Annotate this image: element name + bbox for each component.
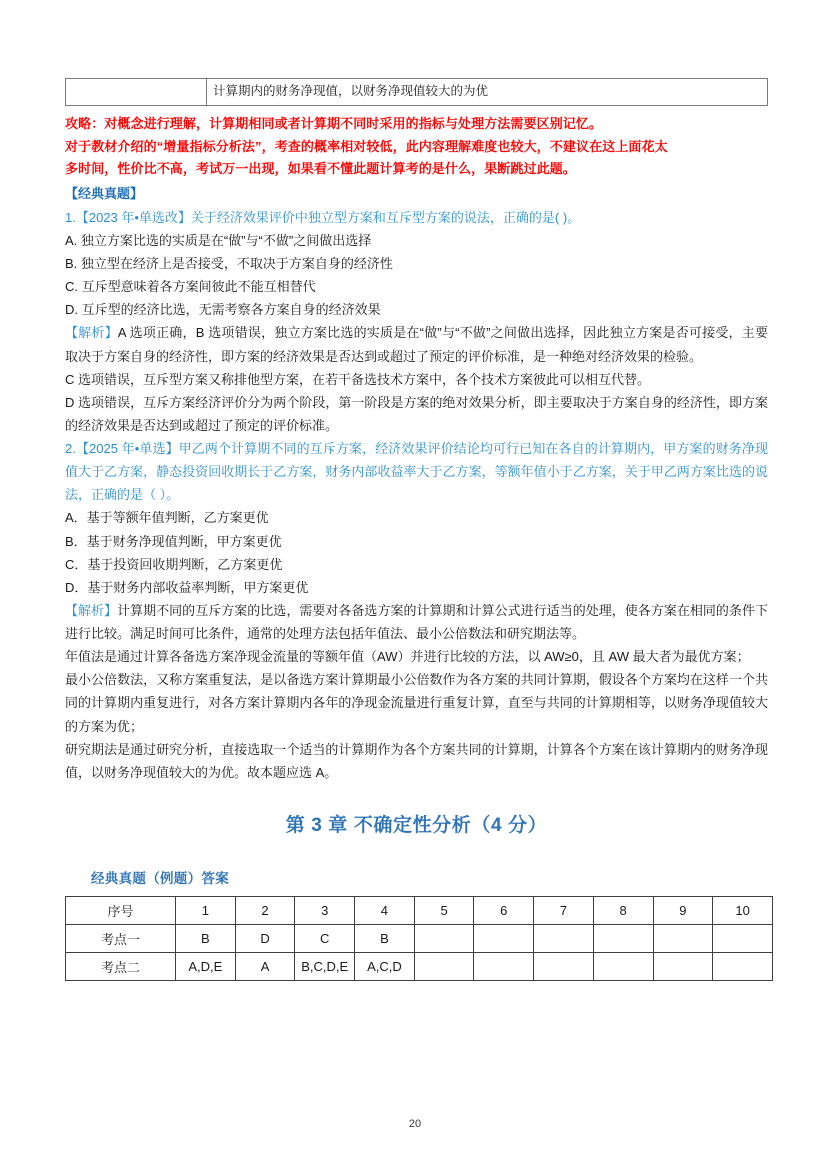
column-header-4: 4 <box>355 896 415 924</box>
column-header-6: 6 <box>474 896 534 924</box>
strategy-line-2: 对于教材介绍的“增量指标分析法”，考查的概率相对较低，此内容理解难度也较大，不建议在这上面花太 <box>65 138 668 154</box>
answer-cell <box>534 924 594 952</box>
question-2-option-b: B．基于财务净现值判断，甲方案更优 <box>65 533 282 549</box>
column-header-9: 9 <box>653 896 713 924</box>
analysis-paragraph <box>65 321 768 367</box>
answer-cell: B <box>176 924 236 952</box>
analysis-text: A 选项正确，B 选项错误，独立方案比选的实质是在“做”与“不做”之间做出选择，因此独立方案是否可接受，主要取决于方案自身的经济性，即方案的经济效果是否达到或超过了预定的评价标准，是一种绝对经济效果的检验。 <box>65 325 768 364</box>
answer-cell <box>534 952 594 980</box>
analysis-paragraph: 研究期法是通过研究分析，直接选取一个适当的计算期作为各个方案共同的计算期，计算各个方案在该计算期内的财务净现值，以财务净现值较大的为优。故本题应选 A。 <box>65 741 768 780</box>
table-header-row <box>66 896 773 924</box>
fragment-left-cell <box>66 79 207 106</box>
column-header-5: 5 <box>414 896 474 924</box>
column-header-10: 10 <box>713 896 773 924</box>
answer-cell <box>414 952 474 980</box>
question-1-option-a: A. 独立方案比选的实质是在“做”与“不做”之间做出选择 <box>65 232 372 248</box>
table-row <box>66 79 768 106</box>
answer-cell <box>474 952 534 980</box>
column-header-7: 7 <box>534 896 594 924</box>
analysis-paragraph: C 选项错误，互斥型方案又称排他型方案，在若干备选技术方案中，各个技术方案彼此可以相互代替。 <box>65 371 651 387</box>
continued-fragment-table <box>65 78 768 106</box>
column-header-seq: 序号 <box>66 896 176 924</box>
column-header-1: 1 <box>176 896 236 924</box>
question-2-analysis <box>65 599 768 784</box>
strategy-line-1: 攻略：对概念进行理解，计算期相同或者计算期不同时采用的指标与处理方法需要区别记忆。 <box>65 115 603 131</box>
question-1-stem: 1.【2023 年•单选改】关于经济效果评价中独立型方案和互斥型方案的说法，正确的是( )。 <box>65 209 581 225</box>
answer-cell: A <box>235 952 295 980</box>
answer-cell: B <box>355 924 415 952</box>
answer-cell: A,D,E <box>176 952 236 980</box>
answer-cell <box>713 952 773 980</box>
classic-questions-label: 【经典真题】 <box>65 186 144 201</box>
analysis-text: 计算期不同的互斥方案的比选，需要对各备选方案的计算期和计算公式进行适当的处理，使各方案在相同的条件下进行比较。满足时间可比条件，通常的处理方法包括年值法、最小公倍数法和研究期法等。 <box>65 602 768 641</box>
answers-section-heading: 经典真题（例题）答案 <box>91 870 229 886</box>
table-row <box>66 924 773 952</box>
page-number: 20 <box>408 1118 422 1130</box>
question-2-option-a: A．基于等额年值判断，乙方案更优 <box>65 510 269 526</box>
question-1-option-d: D. 互斥型的经济比选，无需考察各方案自身的经济效果 <box>65 302 381 318</box>
answer-cell <box>593 952 653 980</box>
question-2-stem: 2.【2025 年•单选】甲乙两个计算期不同的互斥方案，经济效果评价结论均可行已知在各自的计算期内，甲方案的财务净现值大于乙方案，静态投资回收期长于乙方案，财务内部收益率大于乙方案，等额年值小于乙方案，关于甲乙两方案比选的说法，正确的是（ ）。 <box>65 441 768 503</box>
question-2-option-d: D．基于财务内部收益率判断，甲方案更优 <box>65 579 309 595</box>
answer-cell: B,C,D,E <box>295 952 355 980</box>
answers-table <box>65 896 773 981</box>
answer-cell <box>653 924 713 952</box>
table-row <box>66 952 773 980</box>
answer-cell: A,C,D <box>355 952 415 980</box>
chapter-heading: 第 3 章 不确定性分析（4 分） <box>285 814 548 836</box>
strategy-line-3: 多时间，性价比不高，考试万一出现，如果看不懂此题计算考的是什么，果断跳过此题。 <box>65 161 576 177</box>
column-header-8: 8 <box>593 896 653 924</box>
question-1-analysis <box>65 321 768 437</box>
strategy-block <box>65 113 768 181</box>
analysis-paragraph: 最小公倍数法，又称方案重复法，是以备选方案计算期最小公倍数作为各方案的共同计算期，假设各个方案均在这样一个共同的计算期内重复进行，对各方案计算期内各年的净现金流量进行重复计算，直至与共同的计算期相等，以财务净现值较大的方案为优； <box>65 672 768 734</box>
question-1-option-c: C. 互斥型意味着各方案间彼此不能互相替代 <box>65 279 316 295</box>
answer-cell <box>653 952 713 980</box>
fragment-right-cell: 计算期内的财务净现值，以财务净现值较大的为优 <box>207 79 768 106</box>
answer-cell <box>414 924 474 952</box>
row-label-kaodian-2: 考点二 <box>66 952 176 980</box>
answer-cell <box>713 924 773 952</box>
answer-cell <box>593 924 653 952</box>
question-1-option-b: B. 独立型在经济上是否接受，不取决于方案自身的经济性 <box>65 256 393 271</box>
answer-cell: C <box>295 924 355 952</box>
analysis-tag: 【解析】 <box>65 325 118 341</box>
answer-cell: D <box>235 924 295 952</box>
analysis-paragraph <box>65 599 768 645</box>
page-content <box>65 78 768 981</box>
row-label-kaodian-1: 考点一 <box>66 924 176 952</box>
analysis-tag: 【解析】 <box>65 602 118 618</box>
column-header-3: 3 <box>295 896 355 924</box>
column-header-2: 2 <box>235 896 295 924</box>
analysis-paragraph: 年值法是通过计算各备选方案净现金流量的等额年值（AW）并进行比较的方法，以 AW≥0，且 AW 最大者为最优方案； <box>65 649 750 665</box>
answer-cell <box>474 924 534 952</box>
question-2-option-c: C．基于投资回收期判断，乙方案更优 <box>65 556 283 572</box>
analysis-paragraph: D 选项错误，互斥方案经济评价分为两个阶段，第一阶段是方案的绝对效果分析，即主要取决于方案自身的经济性，即方案的经济效果是否达到或超过了预定的评价标准。 <box>65 394 768 433</box>
